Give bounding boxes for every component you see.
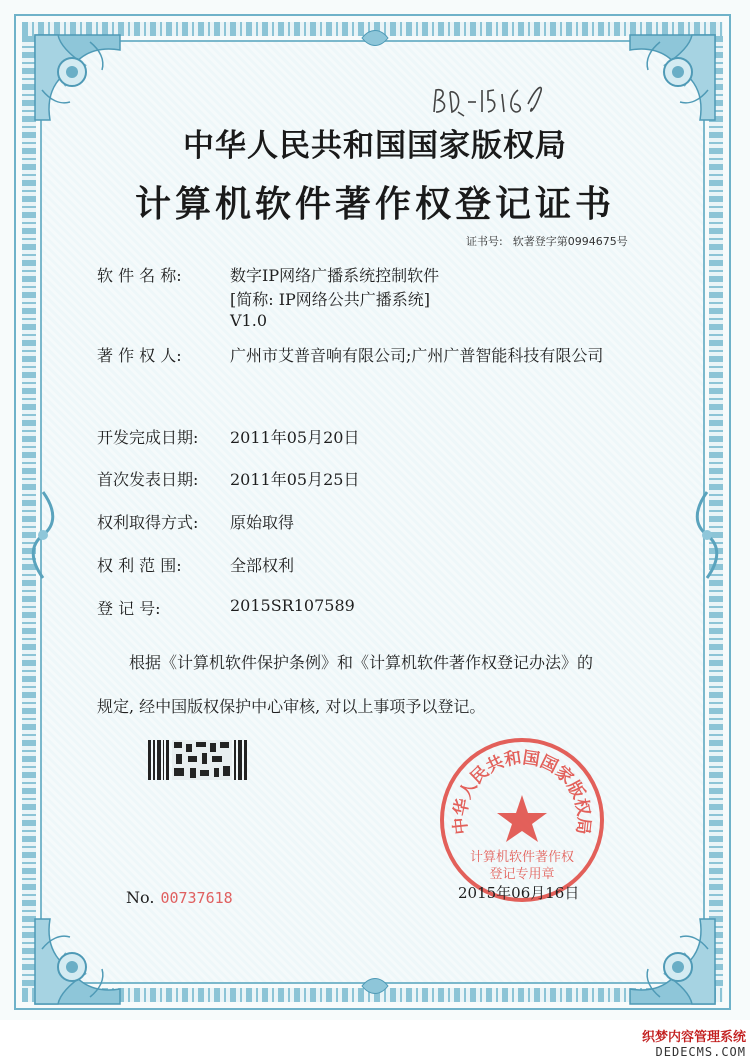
body-text-line1: 根据《计算机软件保护条例》和《计算机软件著作权登记办法》的 [129,653,594,672]
certificate-title: 计算机软件著作权登记证书 [134,183,615,225]
certificate-number [466,233,628,249]
field-value: 2015SR107589 [230,596,355,615]
site-watermark [616,1026,746,1059]
field-acquisition-method [97,510,295,533]
field-value: 2011年05月25日 [230,470,360,489]
side-ornament-left [28,490,58,580]
field-value: 广州市艾普音响有限公司;广州广普智能科技有限公司 [230,346,604,365]
field-registration-number [97,596,355,619]
field-label: 软 件 名 称: [97,266,182,285]
field-label: 著 作 权 人: [97,346,182,365]
issue-date: 2015年06月16日 [458,884,580,902]
serial-label: No. [126,888,155,907]
corner-ornament-top-right [625,30,720,125]
watermark-line2: DEDECMS.COM [655,1045,746,1059]
body-text-line2: 规定, 经中国版权保护中心审核, 对以上事项予以登记。 [97,697,486,716]
watermark-line1: 织梦内容管理系统 [641,1030,746,1045]
handwritten-note [428,82,548,120]
bottom-ornament [360,976,390,996]
field-value-version: V1.0 [230,311,267,330]
field-label: 登 记 号: [97,599,161,618]
seal-star-icon [497,795,547,842]
field-label: 开发完成日期: [97,428,199,447]
field-label: 首次发表日期: [97,470,199,489]
seal-line2: 登记专用章 [489,867,555,882]
corner-ornament-bottom-right [625,914,720,1009]
field-value: 全部权利 [230,556,295,575]
field-copyright-owner [97,343,604,366]
top-ornament [360,28,390,48]
field-development-date [97,425,360,448]
certificate-number-value: 软著登字第0994675号 [512,235,628,248]
seal-line1: 计算机软件著作权 [469,850,575,865]
serial-value: 00737618 [160,889,233,907]
issuer-title: 中华人民共和国国家版权局 [183,128,567,164]
field-value: 2011年05月20日 [230,428,360,447]
field-value: 原始取得 [230,513,295,532]
corner-ornament-bottom-left [30,914,125,1009]
certificate-number-label: 证书号: [466,235,503,248]
corner-ornament-top-left [30,30,125,125]
field-value-short-name: [简称: IP网络公共广播系统] [230,290,431,309]
official-seal [437,735,607,905]
field-software-name [97,263,440,330]
seal-ring-text: 中华人民共和国国家版权局 [450,747,594,836]
field-rights-scope [97,553,295,576]
field-publication-date [97,467,360,490]
barcode-image [148,740,248,780]
side-ornament-right [692,490,722,580]
field-label: 权 利 范 围: [97,556,182,575]
field-value: 数字IP网络广播系统控制软件 [230,266,440,285]
field-label: 权利取得方式: [97,513,199,532]
serial-number [126,888,233,907]
